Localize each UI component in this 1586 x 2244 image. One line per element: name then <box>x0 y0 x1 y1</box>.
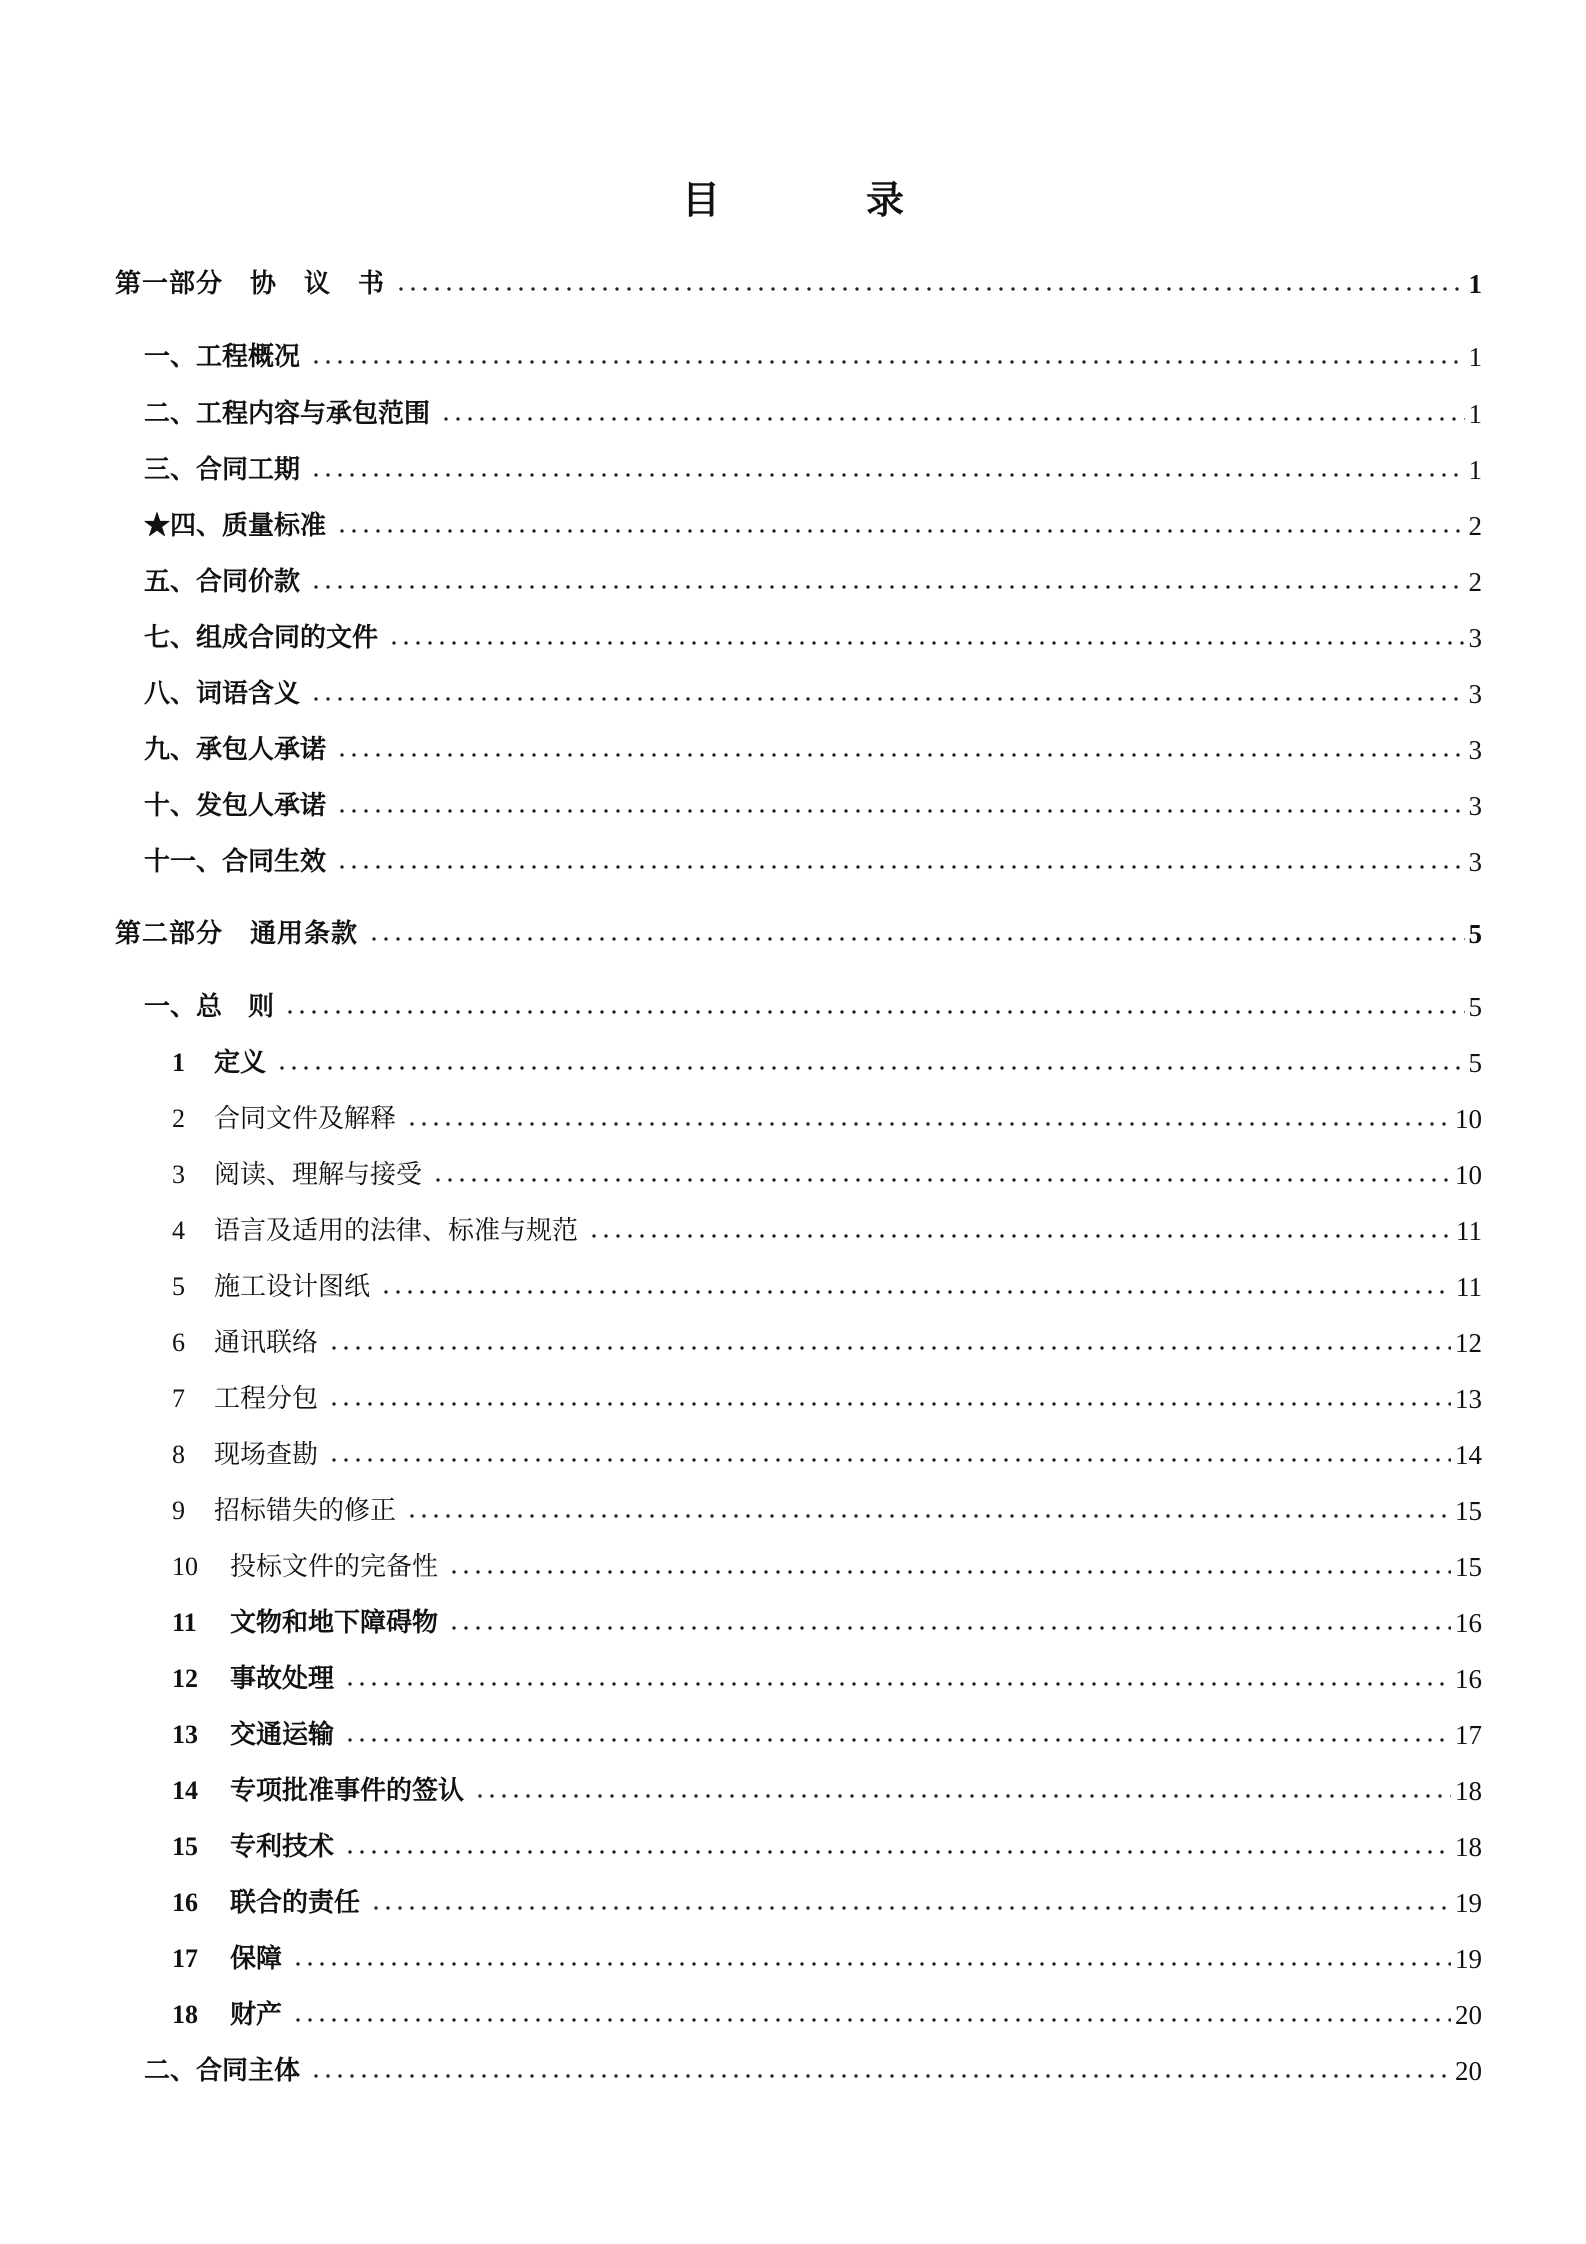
toc-entry-page: 5 <box>1468 992 1482 1022</box>
toc-entry-label: 一、总 则 <box>144 992 275 1022</box>
toc-entry-number: 5 <box>172 1272 185 1301</box>
toc-entry-page: 1 <box>1468 269 1482 299</box>
toc-entry[interactable] <box>172 1825 1482 1865</box>
toc-entry-page: 10 <box>1455 1160 1482 1190</box>
toc-entry-text: 工程分包 <box>214 1384 319 1414</box>
toc-entry-page: 20 <box>1455 2056 1482 2086</box>
toc-entry[interactable] <box>172 1993 1482 2033</box>
toc-entry-text: 交通运输 <box>230 1720 335 1750</box>
toc-entry-page: 2 <box>1468 567 1482 597</box>
toc-entry-text: 施工设计图纸 <box>214 1272 371 1302</box>
toc-entry-number: 11 <box>172 1608 197 1637</box>
toc-entry[interactable] <box>144 335 1482 375</box>
leader-dots <box>368 934 1464 944</box>
toc-entry-label <box>172 1773 464 1809</box>
leader-dots <box>310 2071 1451 2081</box>
toc-entry[interactable] <box>172 1769 1482 1809</box>
toc-entry-number: 6 <box>172 1328 185 1357</box>
toc-entry-number: 15 <box>172 1832 198 1861</box>
toc-entry[interactable] <box>144 560 1482 600</box>
toc-entry-part-2[interactable] <box>115 912 1482 952</box>
toc-entry-number: 8 <box>172 1440 185 1469</box>
leader-dots <box>292 1959 1451 1969</box>
toc-entry-text: 联合的责任 <box>230 1888 361 1918</box>
leader-dots <box>292 2015 1451 2025</box>
leader-dots <box>344 1679 1451 1689</box>
toc-entry-number: 1 <box>172 1048 185 1077</box>
toc-entry-page: 11 <box>1456 1216 1482 1246</box>
toc-entry-number: 13 <box>172 1720 198 1749</box>
toc-entry-number: 3 <box>172 1160 185 1189</box>
toc-entry-number: 10 <box>172 1552 198 1581</box>
toc-entry-page: 3 <box>1468 735 1482 765</box>
leader-dots <box>310 470 1464 480</box>
toc-entry-page: 15 <box>1455 1552 1482 1582</box>
toc-entry-text: 专利技术 <box>230 1832 335 1862</box>
toc-entry-label: 九、承包人承诺 <box>144 735 327 765</box>
leader-dots <box>344 1847 1451 1857</box>
toc-entry-number: 17 <box>172 1944 198 1973</box>
toc-entry-number: 16 <box>172 1888 198 1917</box>
toc-entry[interactable] <box>144 448 1482 488</box>
leader-dots <box>344 1735 1451 1745</box>
leader-dots <box>432 1175 1451 1185</box>
leader-dots <box>310 357 1464 367</box>
toc-entry[interactable] <box>172 1713 1482 1753</box>
leader-dots <box>380 1287 1452 1297</box>
toc-entry-page: 3 <box>1468 679 1482 709</box>
toc-entry-number: 14 <box>172 1776 198 1805</box>
toc-entry[interactable] <box>144 728 1482 768</box>
toc-entry-page: 1 <box>1468 455 1482 485</box>
toc-entry-label <box>172 1941 282 1977</box>
toc-entry-page: 17 <box>1455 1720 1482 1750</box>
toc-entry[interactable] <box>172 1657 1482 1697</box>
toc-entry-page: 19 <box>1455 1944 1482 1974</box>
toc-entry[interactable] <box>144 392 1482 432</box>
toc-entry-text: 现场查勘 <box>214 1440 319 1470</box>
toc-entry[interactable] <box>172 1153 1482 1193</box>
toc-entry-text: 通讯联络 <box>214 1328 319 1358</box>
toc-entry-text: 专项批准事件的签认 <box>230 1776 465 1806</box>
toc-entry-text: 招标错失的修正 <box>214 1496 397 1526</box>
toc-entry-label <box>172 1213 578 1249</box>
toc-entry[interactable] <box>172 1601 1482 1641</box>
leader-dots <box>328 1455 1451 1465</box>
leader-dots <box>406 1119 1451 1129</box>
leader-dots <box>336 806 1464 816</box>
toc-entry-label: 八、词语含义 <box>144 679 301 709</box>
toc-entry-label <box>172 1269 370 1305</box>
toc-entry-label: 二、工程内容与承包范围 <box>144 399 431 429</box>
toc-entry-page: 1 <box>1468 399 1482 429</box>
toc-entry-text: 合同文件及解释 <box>214 1104 397 1134</box>
toc-entry-text: 文物和地下障碍物 <box>230 1608 439 1638</box>
toc-entry-label <box>172 1605 438 1641</box>
toc-entry[interactable] <box>172 1041 1482 1081</box>
toc-entry-number: 18 <box>172 2000 198 2029</box>
leader-dots <box>310 694 1464 704</box>
leader-dots <box>336 750 1464 760</box>
leader-dots <box>474 1791 1451 1801</box>
toc-entry-label <box>172 1997 282 2033</box>
toc-entry-label <box>172 1045 266 1081</box>
leader-dots <box>388 638 1464 648</box>
toc-entry-label <box>172 1717 334 1753</box>
toc-entry[interactable] <box>172 1209 1482 1249</box>
toc-entry[interactable] <box>144 672 1482 712</box>
toc-entry-page: 19 <box>1455 1888 1482 1918</box>
toc-entry-text: 语言及适用的法律、标准与规范 <box>214 1216 579 1246</box>
toc-entry-page: 14 <box>1455 1440 1482 1470</box>
toc-entry[interactable] <box>172 1097 1482 1137</box>
toc-entry-page: 3 <box>1468 791 1482 821</box>
leader-dots <box>588 1231 1452 1241</box>
toc-entry[interactable] <box>144 985 1482 1025</box>
toc-entry-number: 12 <box>172 1664 198 1693</box>
toc-entry[interactable] <box>172 1265 1482 1305</box>
leader-dots <box>406 1511 1451 1521</box>
toc-entry-label <box>172 1661 334 1697</box>
leader-dots <box>336 862 1464 872</box>
toc-entry-page: 5 <box>1468 919 1482 949</box>
toc-entry-text: 定义 <box>214 1048 267 1078</box>
toc-entry-page: 5 <box>1468 1048 1482 1078</box>
toc-entry-page: 12 <box>1455 1328 1482 1358</box>
toc-entry-label: 第二部分 通用条款 <box>115 919 359 949</box>
toc-entry-page: 16 <box>1455 1664 1482 1694</box>
leader-dots <box>284 1007 1464 1017</box>
toc-entry-number: 2 <box>172 1104 185 1133</box>
leader-dots <box>336 526 1464 536</box>
toc-entry-page: 18 <box>1455 1832 1482 1862</box>
toc-entry-page: 15 <box>1455 1496 1482 1526</box>
toc-entry-label <box>172 1493 396 1529</box>
leader-dots <box>440 414 1464 424</box>
toc-entry-page: 2 <box>1468 511 1482 541</box>
toc-entry-text: 事故处理 <box>230 1664 335 1694</box>
toc-entry[interactable] <box>172 1433 1482 1473</box>
toc-entry-text: 保障 <box>230 1944 283 1974</box>
toc-entry-page: 11 <box>1456 1272 1482 1302</box>
toc-entry-text: 投标文件的完备性 <box>230 1552 439 1582</box>
toc-entry[interactable] <box>172 1377 1482 1417</box>
toc-entry-page: 16 <box>1455 1608 1482 1638</box>
toc-entry-label <box>172 1101 396 1137</box>
toc-entry-label: 十、发包人承诺 <box>144 791 327 821</box>
toc-entry[interactable] <box>172 1881 1482 1921</box>
toc-entry[interactable] <box>144 784 1482 824</box>
leader-dots <box>448 1623 1451 1633</box>
leader-dots <box>448 1567 1451 1577</box>
toc-entry-page: 1 <box>1468 342 1482 372</box>
toc-entry-page: 3 <box>1468 623 1482 653</box>
toc-entry-number: 9 <box>172 1496 185 1525</box>
toc-title: 目 录 <box>681 177 958 222</box>
leader-dots <box>370 1903 1451 1913</box>
toc-entry-label: 七、组成合同的文件 <box>144 623 379 653</box>
toc-entry-page: 20 <box>1455 2000 1482 2030</box>
toc-entry-page: 3 <box>1468 847 1482 877</box>
toc-entry-label: 三、合同工期 <box>144 455 301 485</box>
toc-entry-label <box>172 1325 318 1361</box>
leader-dots <box>328 1343 1451 1353</box>
toc-entry[interactable] <box>172 1545 1482 1585</box>
toc-entry[interactable] <box>172 1321 1482 1361</box>
toc-entry[interactable] <box>172 1489 1482 1529</box>
leader-dots <box>395 284 1464 294</box>
toc-entry[interactable] <box>144 840 1482 880</box>
leader-dots <box>328 1399 1451 1409</box>
toc-entry-label: 一、工程概况 <box>144 342 301 372</box>
toc-entry-text: 阅读、理解与接受 <box>214 1160 423 1190</box>
toc-entry-part-1[interactable] <box>115 262 1482 302</box>
toc-entry-label: 二、合同主体 <box>144 2056 301 2086</box>
toc-entry-number: 4 <box>172 1216 185 1245</box>
toc-entry-label <box>172 1885 360 1921</box>
leader-dots <box>310 582 1464 592</box>
toc-entry-label <box>172 1437 318 1473</box>
toc-entry[interactable] <box>172 1937 1482 1977</box>
toc-entry-page: 18 <box>1455 1776 1482 1806</box>
toc-entry-page: 13 <box>1455 1384 1482 1414</box>
toc-entry-label: 十一、合同生效 <box>144 847 327 877</box>
toc-entry-label <box>172 1381 318 1417</box>
toc-entry-label: ★四、质量标准 <box>144 511 327 541</box>
toc-entry[interactable] <box>144 2049 1482 2089</box>
toc-entry-label <box>172 1157 422 1193</box>
toc-entry[interactable] <box>144 616 1482 656</box>
leader-dots <box>276 1063 1464 1073</box>
toc-entry-label <box>172 1829 334 1865</box>
toc-entry[interactable] <box>144 504 1482 544</box>
toc-entry-number: 7 <box>172 1384 185 1413</box>
toc-entry-text: 财产 <box>230 2000 283 2030</box>
toc-entry-label <box>172 1549 438 1585</box>
toc-entry-label: 第一部分 协 议 书 <box>115 269 386 299</box>
toc-entry-label: 五、合同价款 <box>144 567 301 597</box>
toc-entry-page: 10 <box>1455 1104 1482 1134</box>
